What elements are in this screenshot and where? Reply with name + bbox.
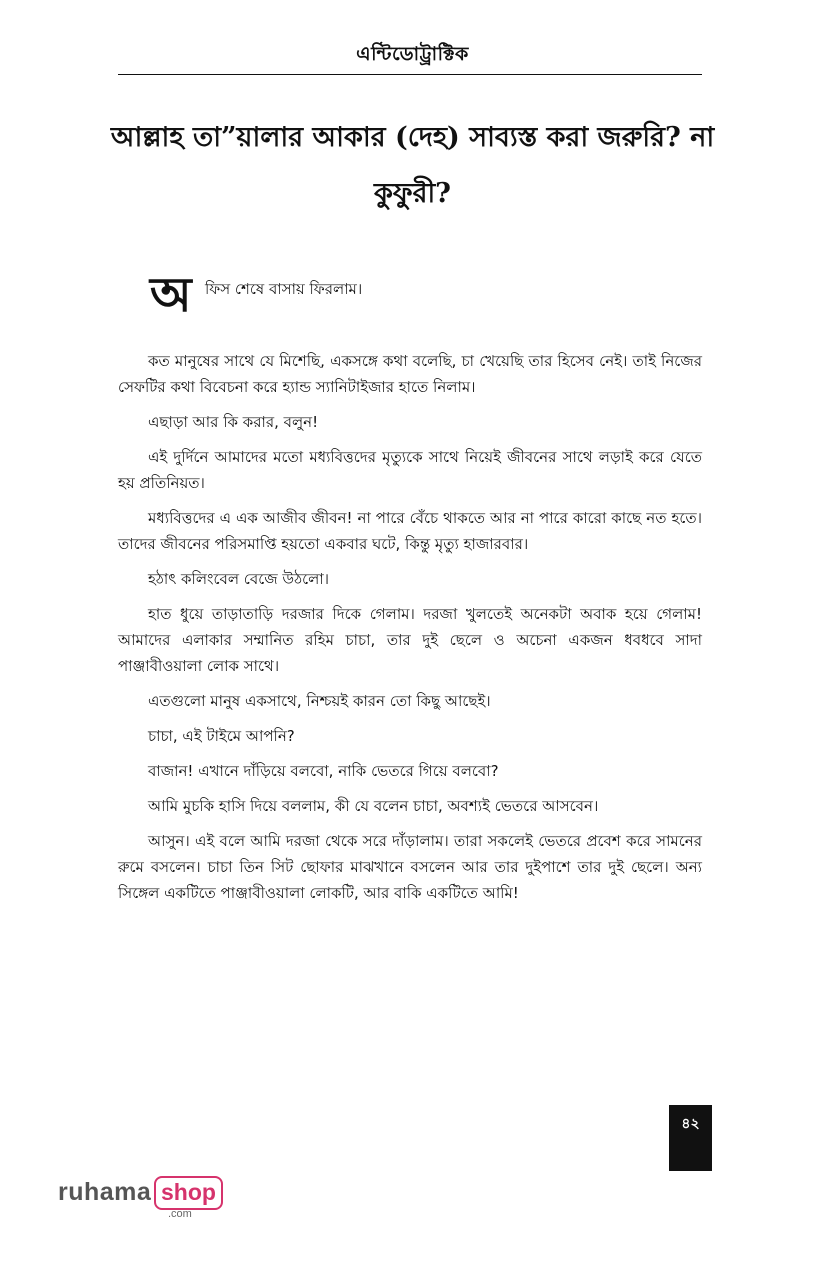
running-head: এন্টিডোট্ট্রাক্টিক [356, 43, 469, 65]
page-number: ৪২ [681, 1116, 700, 1132]
paragraph: এতগুলো মানুষ একসাথে, নিশ্চয়ই কারন তো কিছু আছেই। [148, 692, 491, 710]
logo-domain: .com [168, 1208, 192, 1220]
paragraph: এছাড়া আর কি করার, বলুন! [148, 413, 319, 431]
opening-line: ফিস শেষে বাসায় ফিরলাম। [205, 280, 363, 298]
paragraph: মধ্যবিত্তদের এ এক আজীব জীবন! না পারে বেঁচে থাকতে আর না পারে কারো কাছে নত হতে। তাদের জীবনের পরিসমাপ্তি হয়তো একবার ঘটে, কিন্তু মৃত্যু হাজারবার। [118, 509, 702, 553]
logo-shop-badge: shop [154, 1176, 223, 1210]
body-text [118, 348, 702, 915]
paragraph: বাজান! এখানে দাঁড়িয়ে বলবো, নাকি ভেতরে গিয়ে বলবো? [148, 762, 499, 780]
paragraph: চাচা, এই টাইমে আপনি? [148, 727, 295, 745]
chapter-title: আল্লাহ তা”য়ালার আকার (দেহ) সাব্যস্ত করা জরুরি? না কুফুরী? [110, 122, 715, 209]
paragraph: আমি মুচকি হাসি দিয়ে বললাম, কী যে বলেন চাচা, অবশ্যই ভেতরে আসবেন। [148, 797, 599, 815]
paragraph: কত মানুষের সাথে যে মিশেছি, একসঙ্গে কথা বলেছি, চা খেয়েছি তার হিসেব নেই। তাই নিজের সেফটির কথা বিবেচনা করে হ্যান্ড স্যানিটাইজার হাতে নিলাম। [118, 352, 702, 396]
paragraph: হঠাৎ কলিংবেল বেজে উঠলো। [148, 570, 330, 588]
drop-cap: অ [150, 267, 192, 323]
paragraph: হাত ধুয়ে তাড়াতাড়ি দরজার দিকে গেলাম। দরজা খুলতেই অনেকটা অবাক হয়ে গেলাম! আমাদের এলাকার সম্মানিত রহিম চাচা, তার দুই ছেলে ও অচেনা একজন ধবধবে সাদা পাঞ্জাবীওয়ালা লোক সাথে। [118, 605, 702, 675]
header-rule [118, 74, 702, 75]
logo-ruhama-text: ruhama [58, 1178, 152, 1206]
paragraph: আসুন। এই বলে আমি দরজা থেকে সরে দাঁড়ালাম। তারা সকলেই ভেতরে প্রবেশ করে সামনের রুমে বসলেন। চাচা তিন সিট ছোফার মাঝখানে বসলেন আর তার দুইপাশে তার দুই ছেলে। অন্য সিঙ্গেল একটিতে পাঞ্জাবীওয়ালা লোকটি, আর বাকি একটিতে আমি! [118, 832, 702, 902]
paragraph: এই দুর্দিনে আমাদের মতো মধ্যবিত্তদের মৃত্যুকে সাথে নিয়েই জীবনের সাথে লড়াই করে যেতে হয় প্রতিনিয়ত। [118, 448, 702, 492]
